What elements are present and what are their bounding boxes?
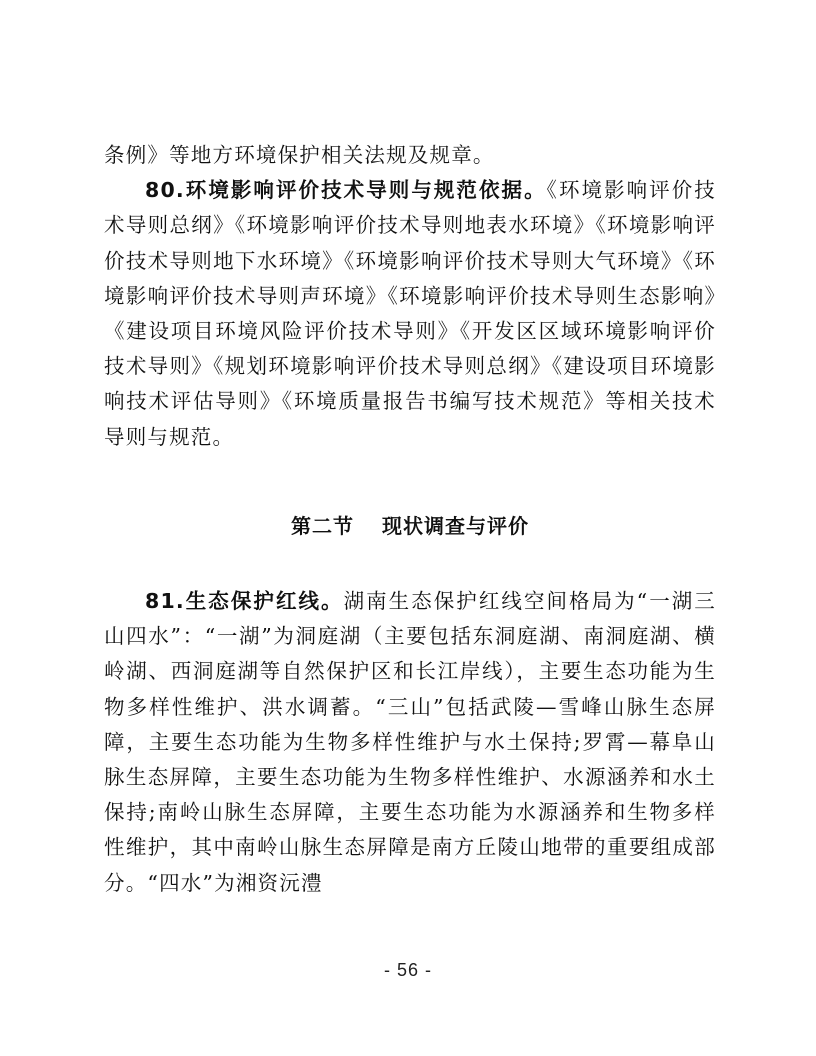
section-title: 现状调查与评价 bbox=[382, 513, 529, 538]
paragraph-80 bbox=[104, 173, 716, 455]
page-number: - 56 - bbox=[383, 960, 432, 980]
section-number: 第二节 bbox=[291, 513, 354, 538]
paragraph-80-body: 《环境影响评价技术导则总纲》《环境影响评价技术导则地表水环境》《环境影响评价技术导则地下水环境》《环境影响评价技术导则大气环境》《环境影响评价技术导则声环境》《环境影响评价技术导则生态影响》《建设项目环境风险评价技术导则》《开发区区域环境影响评价技术导则》《规划环境影响评价技术导则总纲》《建设项目环境影响技术评估导则》《环境质量报告书编写技术规范》等相关技术导则与规范。 bbox=[104, 178, 716, 449]
intro-paragraph: 条例》等地方环境保护相关法规及规章。 bbox=[104, 143, 495, 167]
paragraph-80-heading: 80.环境影响评价技术导则与规范依据。 bbox=[145, 178, 547, 203]
section-heading bbox=[104, 455, 716, 584]
paragraph-81 bbox=[104, 584, 716, 901]
paragraph-81-heading: 81.生态保护红线。 bbox=[145, 589, 344, 614]
paragraph-81-body: 湖南生态保护红线空间格局为“一湖三山四水”：“一湖”为洞庭湖（主要包括东洞庭湖、南洞庭湖、横岭湖、西洞庭湖等自然保护区和长江岸线），主要生态功能为生物多样性维护、洪水调蓄。“三山”包括武陵—雪峰山脉生态屏障，主要生态功能为生物多样性维护与水土保持;罗霄—幕阜山脉生态屏障，主要生态功能为生物多样性维护、水源涵养和水土保持;南岭山脉生态屏障，主要生态功能为水源涵养和生物多样性维护，其中南岭山脉生态屏障是南方丘陵山地带的重要组成部分。“四水”为湘资沅澧 bbox=[104, 589, 716, 895]
document-page bbox=[104, 138, 716, 901]
